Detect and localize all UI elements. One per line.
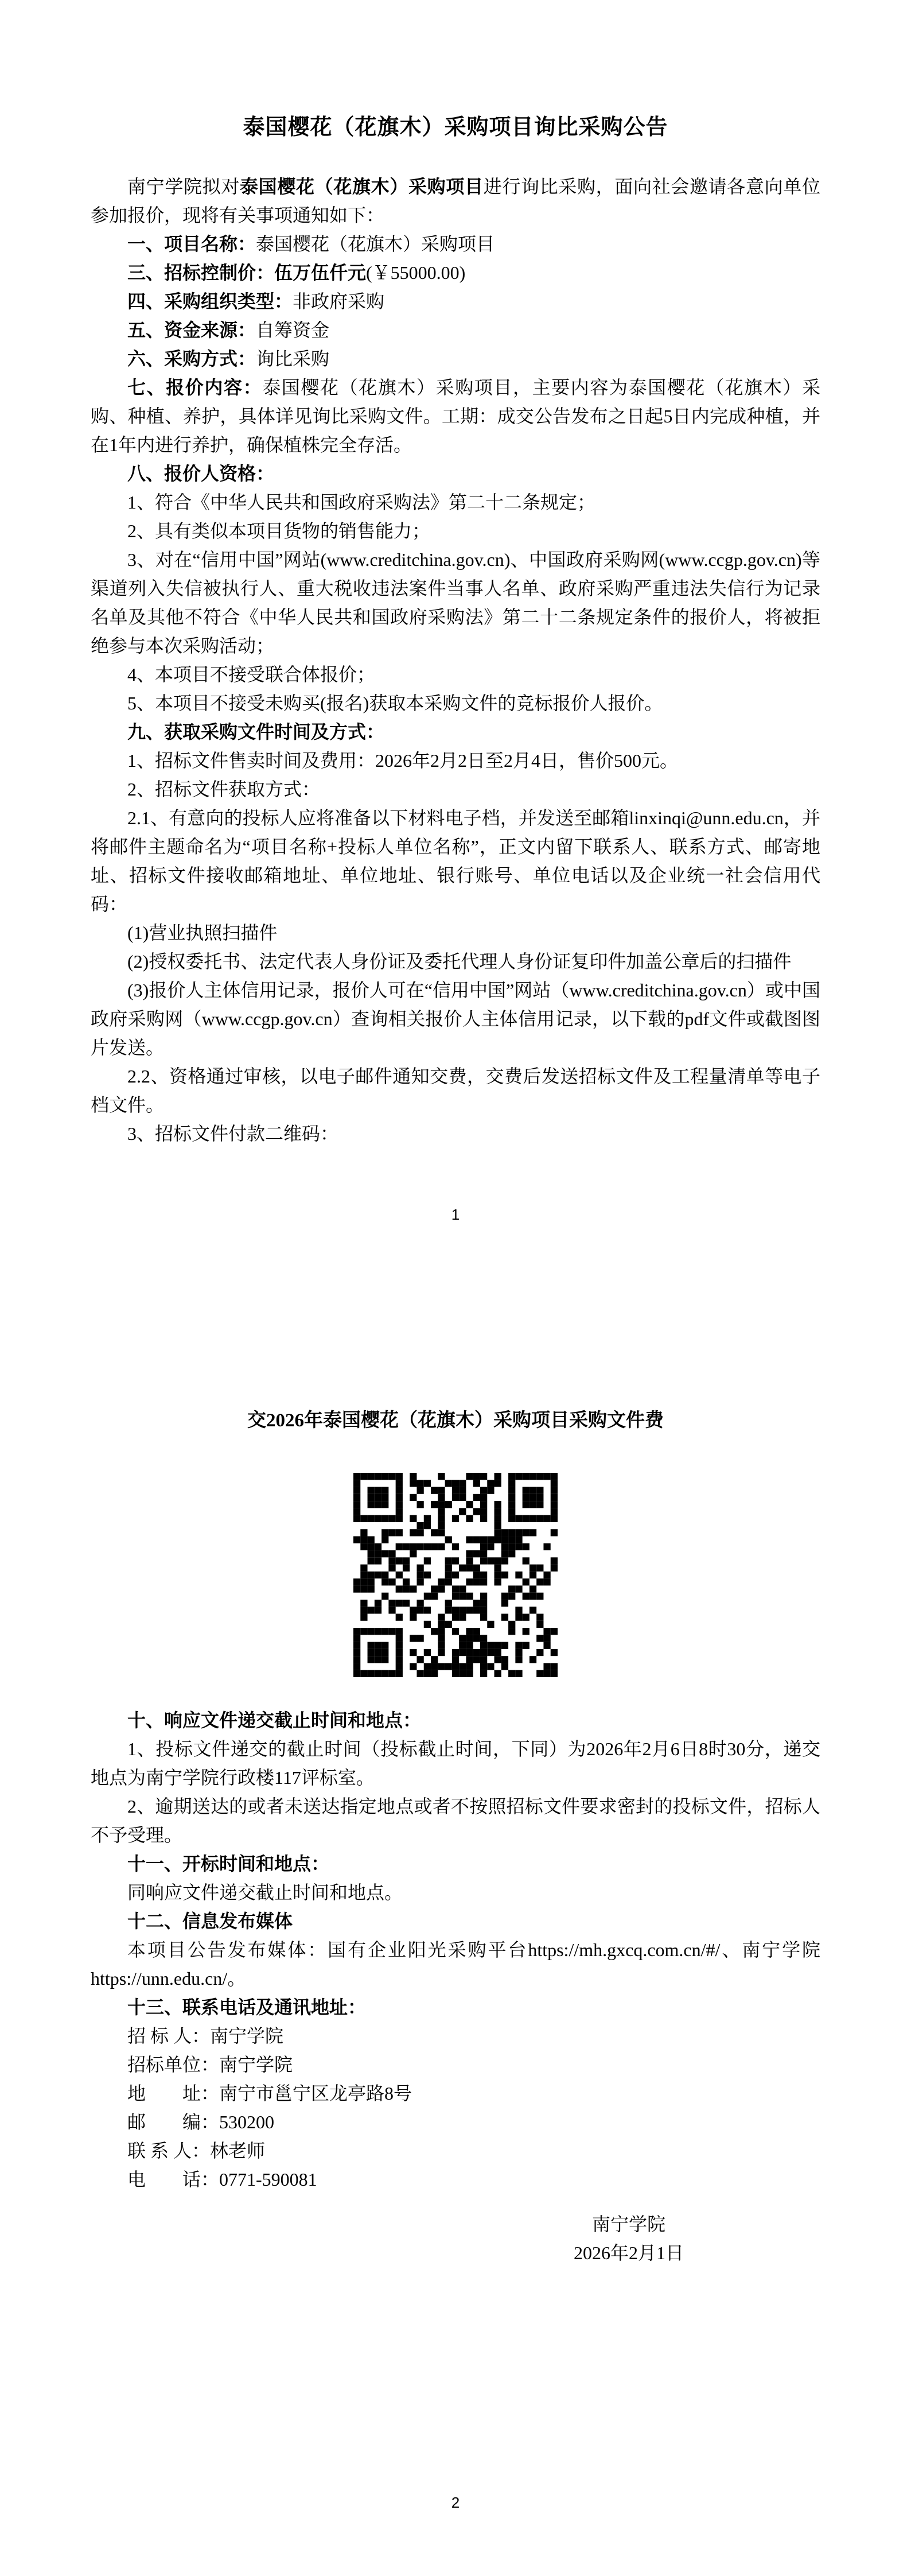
paragraph-text: 招 标 人：南宁学院 (127, 2026, 284, 2046)
page-number: 1 (451, 1206, 460, 1223)
paragraph (91, 2022, 820, 2050)
paragraph (91, 545, 820, 660)
signature-block (574, 2210, 684, 2267)
paragraph (91, 2050, 820, 2079)
paragraph-text: 进行询比采购，面向社会邀请各意向单位参加报价，现将有关事项通知如下： (91, 176, 820, 226)
paragraph-text: 电 话：0771-590081 (127, 2169, 317, 2190)
paragraph-bold-text: 十、响应文件递交截止时间和地点： (127, 1710, 422, 1731)
paragraph (91, 804, 820, 918)
paragraph (91, 373, 820, 459)
paragraph-text: (1)营业执照扫描件 (127, 922, 278, 943)
paragraph-text: 邮 编：530200 (127, 2112, 275, 2132)
page-number: 2 (451, 2494, 460, 2511)
page-2-content (0, 1288, 911, 2267)
page-1-content (0, 0, 911, 1148)
paragraph (91, 517, 820, 545)
paragraph (91, 1907, 820, 1935)
paragraph (91, 918, 820, 947)
paragraph-text: (2)授权委托书、法定代表人身份证及委托代理人身份证复印件加盖公章后的扫描件 (127, 951, 792, 972)
paragraph (91, 660, 820, 689)
paragraph (91, 1119, 820, 1148)
paragraph (91, 1735, 820, 1792)
paragraph (91, 344, 820, 373)
paragraph (91, 746, 820, 775)
paragraph (91, 172, 820, 230)
paragraph (91, 947, 820, 976)
paragraph-text: 2、具有类似本项目货物的销售能力； (127, 521, 431, 541)
paragraph (91, 2136, 820, 2165)
paragraph-text: 1、投标文件递交的截止时间（投标截止时间，下同）为2026年2月6日8时30分，递交地点为南宁学院行政楼117评标室。 (91, 1739, 820, 1788)
paragraph-text: 1、招标文件售卖时间及费用：2026年2月2日至2月4日，售价500元。 (127, 750, 679, 771)
signature-line: 2026年2月1日 (573, 2243, 684, 2263)
paragraph (91, 717, 820, 746)
paragraph-text: 2.2、资格通过审核，以电子邮件通知交费，交费后发送招标文件及工程量清单等电子档文件。 (91, 1066, 820, 1115)
paragraph-text: 本项目公告发布媒体：国有企业阳光采购平台https://mh.gxcq.com.cn/#/、南宁学院https://unn.edu.cn/。 (91, 1939, 820, 1989)
paragraph (91, 775, 820, 804)
doc-body (91, 1706, 820, 2194)
paragraph (91, 2079, 820, 2108)
paragraph (91, 459, 820, 488)
paragraph (91, 976, 820, 1062)
paragraph-bold-text: 十三、联系电话及通讯地址： (127, 1997, 367, 2018)
paragraph-bold-text: 六、采购方式： (127, 348, 256, 369)
paragraph-text: 3、招标文件付款二维码： (127, 1123, 339, 1144)
paragraph-bold-text: 八、报价人资格： (127, 463, 275, 484)
paragraph-text: (3)报价人主体信用记录，报价人可在“信用中国”网站（www.creditchina.gov.cn）或中国政府采购网（www.ccgp.gov.cn）查询相关报价人主体信用记录，以下载的pdf文件或截图图片发送。 (91, 980, 820, 1058)
paragraph-text: 泰国樱花（花旗木）采购项目 (256, 234, 495, 254)
paragraph (91, 1706, 820, 1735)
paragraph (91, 689, 820, 717)
paragraph-text: 2、招标文件获取方式： (127, 779, 321, 800)
payment-qr-code (91, 1473, 820, 1677)
paragraph-text: 2、逾期送达的或者未送达指定地点或者不按照招标文件要求密封的投标文件，招标人不予受理。 (91, 1796, 820, 1845)
paragraph-bold-text: 一、项目名称： (127, 234, 256, 254)
doc-body (91, 172, 820, 1148)
paragraph (91, 2165, 820, 2194)
paragraph (91, 316, 820, 344)
paragraph (91, 1993, 820, 2022)
paragraph (91, 1878, 820, 1907)
paragraph (91, 1935, 820, 1993)
paragraph-text: 招标单位：南宁学院 (127, 2054, 293, 2075)
paragraph-text: 同响应文件递交截止时间和地点。 (127, 1882, 403, 1903)
paragraph-bold-text: 十一、开标时间和地点： (127, 1853, 330, 1874)
paragraph (91, 287, 820, 316)
signature-line: 南宁学院 (591, 2214, 665, 2234)
paragraph (91, 1792, 820, 1849)
section-heading: 交2026年泰国樱花（花旗木）采购项目采购文件费 (247, 1410, 664, 1431)
paragraph-text: (￥55000.00) (366, 262, 466, 283)
paragraph (91, 2108, 820, 2136)
paragraph-bold-text: 九、获取采购文件时间及方式： (127, 721, 385, 742)
paragraph (91, 1062, 820, 1119)
paragraph-text: 2.1、有意向的投标人应将准备以下材料电子档，并发送至邮箱linxinqi@unn.edu.cn，并将邮件主题命名为“项目名称+投标人单位名称”，正文内留下联系人、联系方式、邮寄地址、招标文件接收邮箱地址、单位地址、银行账号、单位电话以及企业统一社会信用代码： (91, 808, 820, 914)
doc-title: 泰国樱花（花旗木）采购项目询比采购公告 (243, 115, 668, 139)
paragraph-text: 5、本项目不接受未购买(报名)获取本采购文件的竞标报价人报价。 (127, 693, 663, 713)
paragraph-bold-text: 五、资金来源： (127, 320, 256, 340)
paragraph-text: 南宁学院拟对 (127, 176, 240, 197)
paragraph-text: 泰国樱花（花旗木）采购项目，主要内容为泰国樱花（花旗木）采购、种植、养护，具体详见询比采购文件。工期：成交公告发布之日起5日内完成种植，并在1年内进行养护，确保植株完全存活。 (91, 377, 820, 455)
paragraph-text: 询比采购 (256, 348, 330, 369)
paragraph-text: 3、对在“信用中国”网站(www.creditchina.gov.cn)、中国政府采购网(www.ccgp.gov.cn)等渠道列入失信被执行人、重大税收违法案件当事人名单、政府采购严重违法失信行为记录名单及其他不符合《中华人民共和国政府采购法》第二十二条规定条件的报价人，将被拒绝参与本次采购活动； (91, 549, 820, 656)
page-2 (0, 1288, 911, 2576)
paragraph (91, 230, 820, 258)
paragraph-bold-text: 七、报价内容： (127, 377, 263, 398)
paragraph-bold-text: 四、采购组织类型： (127, 291, 293, 312)
paragraph-text: 1、符合《中华人民共和国政府采购法》第二十二条规定； (127, 492, 596, 513)
paragraph-text: 4、本项目不接受联合体报价； (127, 664, 376, 685)
paragraph-bold-text: 十二、信息发布媒体 (127, 1911, 293, 1931)
paragraph-text: 地 址：南宁市邕宁区龙亭路8号 (127, 2083, 412, 2104)
paragraph-bold-text: 泰国樱花（花旗木）采购项目 (240, 176, 484, 197)
paragraph-text: 联 系 人：林老师 (127, 2140, 266, 2161)
paragraph (91, 258, 820, 287)
paragraph-text: 非政府采购 (293, 291, 385, 312)
paragraph (91, 488, 820, 517)
paragraph-text: 自筹资金 (256, 320, 330, 340)
paragraph-bold-text: 三、招标控制价：伍万伍仟元 (127, 262, 367, 283)
paragraph (91, 1849, 820, 1878)
